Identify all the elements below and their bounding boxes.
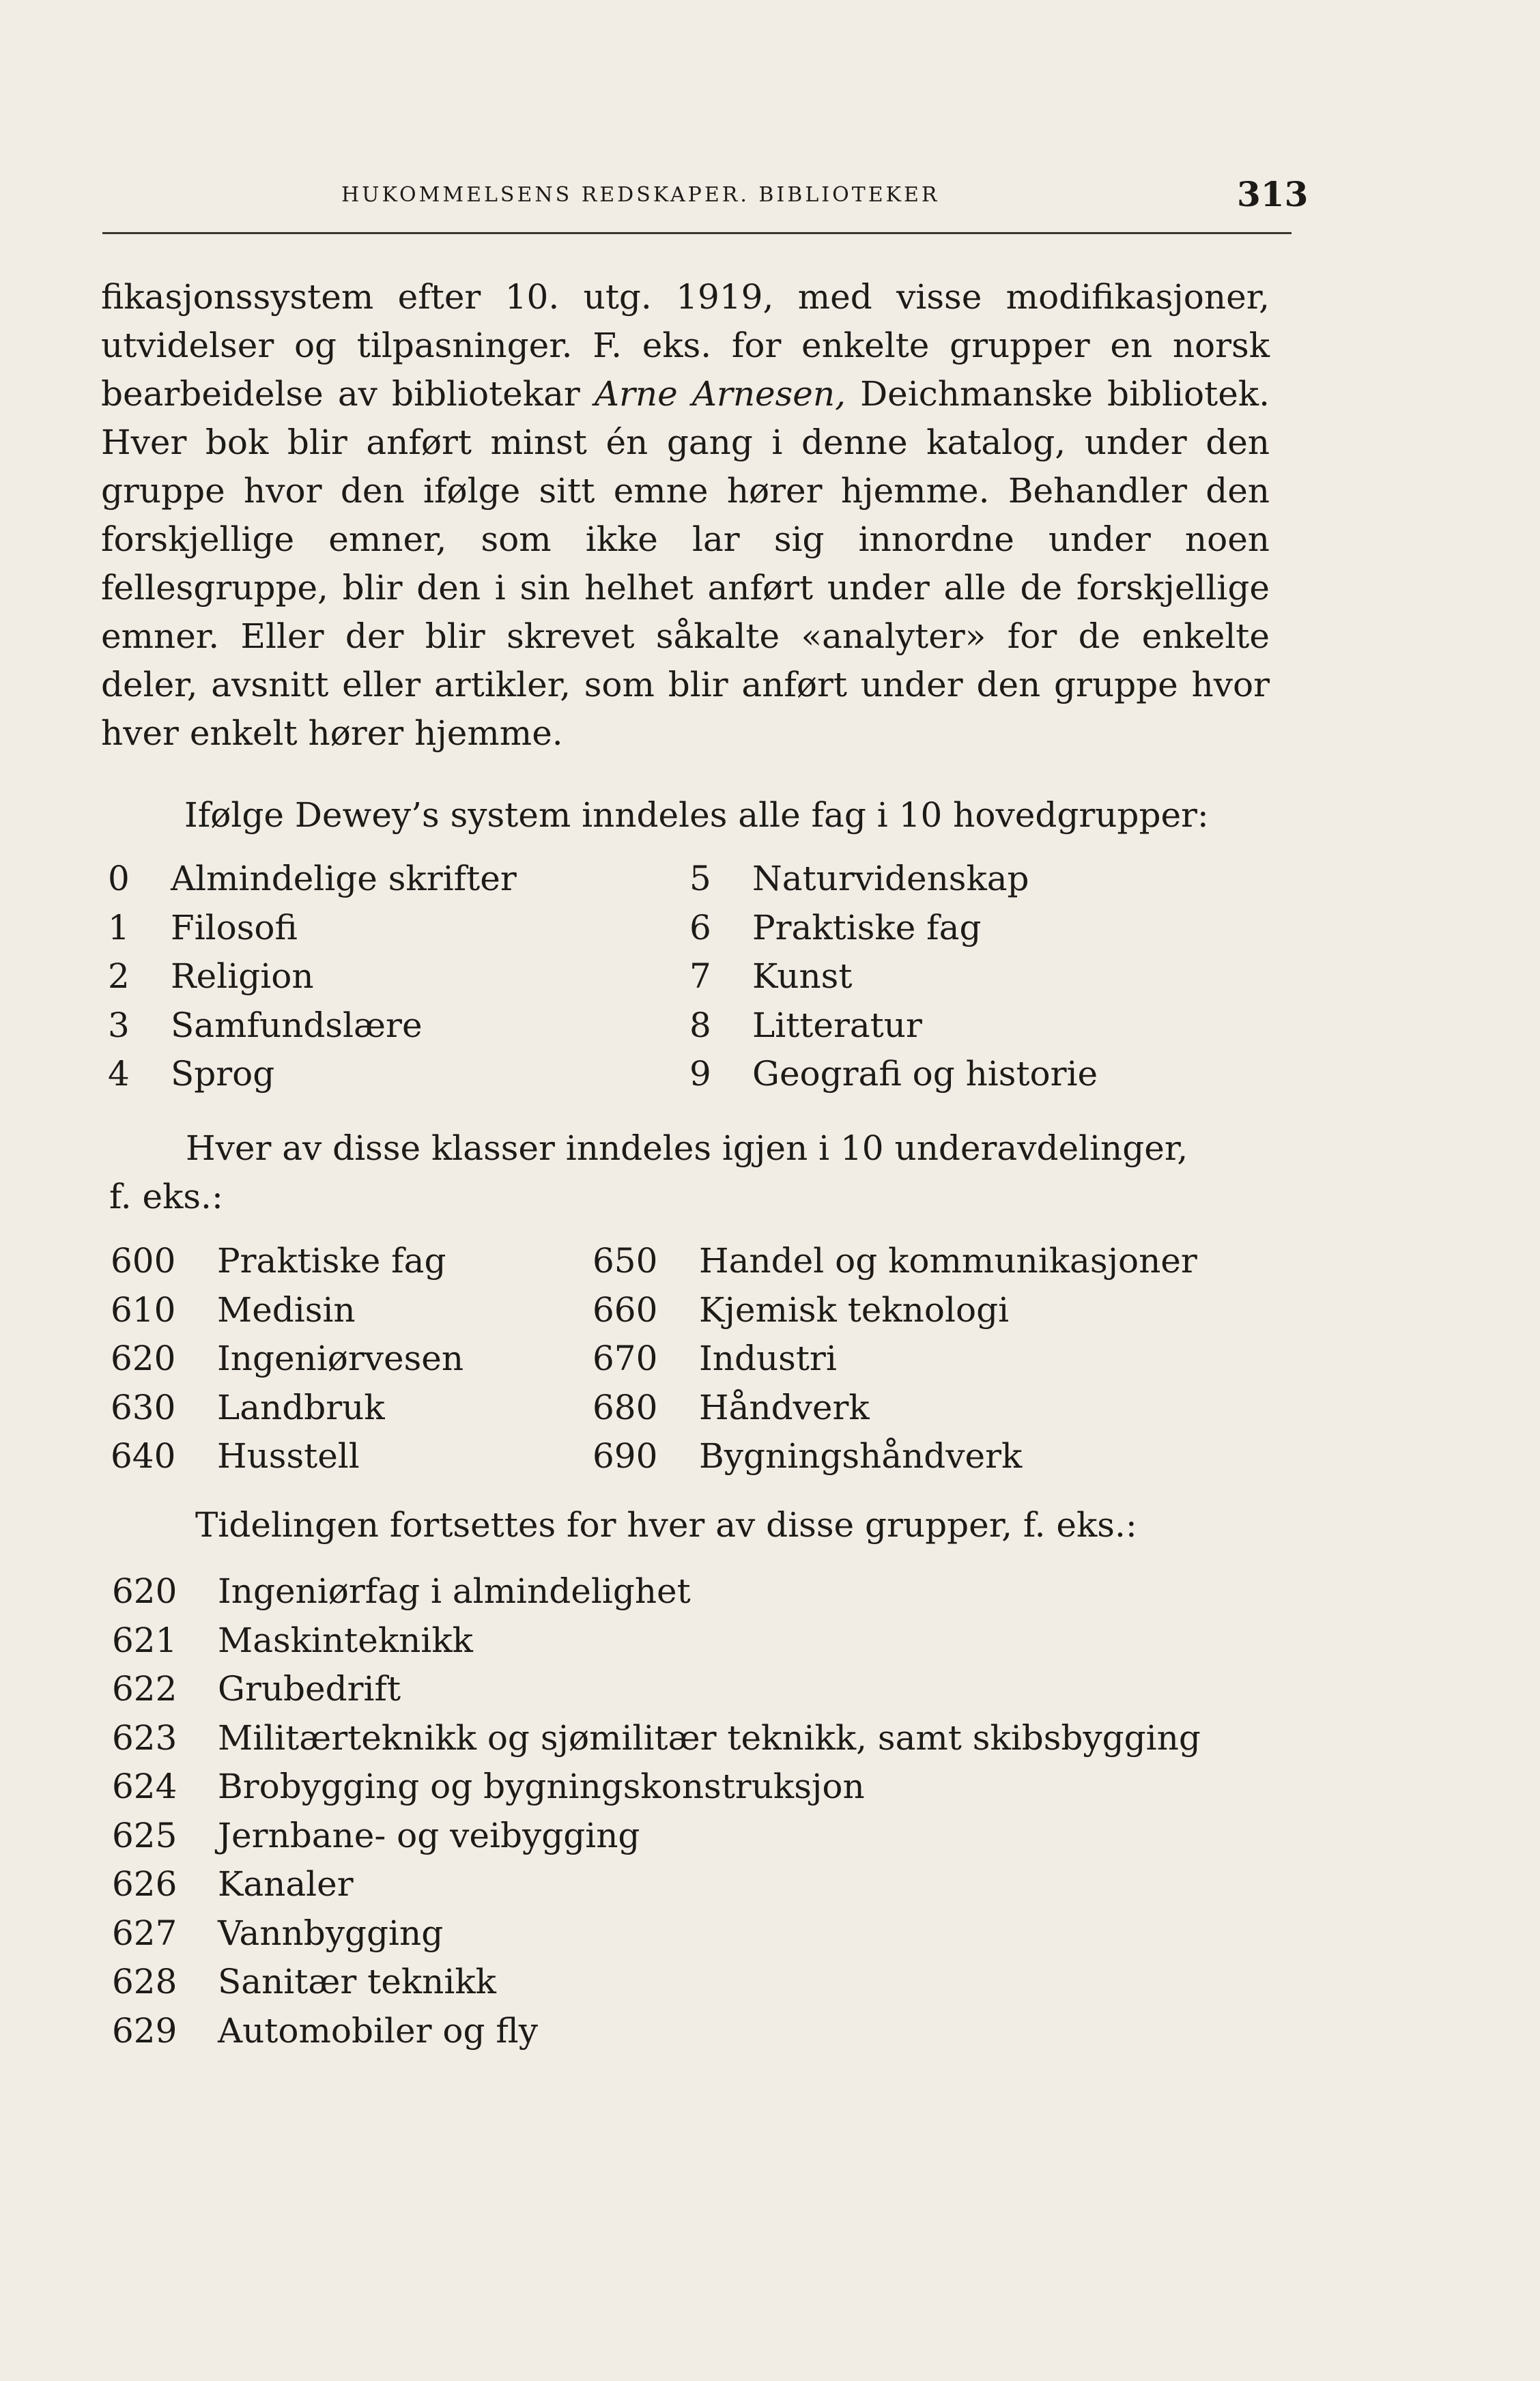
group-code: 600 <box>111 1241 176 1281</box>
group-code: 620 <box>112 1571 177 1611</box>
main-group-row <box>689 1050 1249 1099</box>
dewey-intro: Ifølge Dewey’s system inndeles alle fag i 10 hovedgrupper: <box>184 795 1209 835</box>
sub-group-row <box>111 1335 588 1384</box>
group-label: Brobygging og bygningskonstruksjon <box>218 1767 865 1806</box>
group-code: 0 <box>108 859 130 898</box>
subdivision-intro-line-2: f. eks.: <box>109 1177 223 1216</box>
group-label: Ingeniørfag i almindelighet <box>218 1571 691 1611</box>
detail-list <box>112 1567 1286 2055</box>
group-label: Samfundslære <box>171 1005 423 1045</box>
group-label: Praktiske fag <box>752 907 982 947</box>
group-label: Militærteknikk og sjømilitær teknikk, samt skibsbygging <box>218 1717 1201 1758</box>
group-label: Litteratur <box>752 1005 922 1045</box>
group-label: Sanitær teknikk <box>218 1962 496 2001</box>
group-code: 5 <box>689 859 711 898</box>
group-label: Maskinteknikk <box>218 1620 473 1660</box>
detail-row <box>112 1616 1286 1666</box>
sub-group-row <box>111 1384 588 1433</box>
group-code: 640 <box>111 1436 176 1476</box>
group-code: 660 <box>593 1289 658 1330</box>
group-label: Industri <box>699 1339 837 1378</box>
detail-row <box>112 1763 1286 1812</box>
group-code: 8 <box>689 1005 711 1045</box>
sub-group-row <box>593 1432 1275 1481</box>
sub-group-row <box>593 1335 1275 1384</box>
group-label: Naturvidenskap <box>752 859 1029 898</box>
group-label: Automobiler og fly <box>218 2010 538 2051</box>
running-header: HUKOMMELSENS REDSKAPER. BIBLIOTEKER <box>341 183 940 207</box>
group-code: 2 <box>108 956 130 996</box>
group-label: Geografi og historie <box>752 1054 1098 1094</box>
intro-paragraph <box>101 273 1270 758</box>
detail-row <box>112 1714 1286 1763</box>
group-code: 4 <box>108 1054 130 1094</box>
group-label: Kanaler <box>218 1864 354 1904</box>
group-label: Kjemisk teknologi <box>699 1289 1010 1330</box>
group-code: 690 <box>593 1436 658 1476</box>
group-code: 626 <box>112 1864 177 1904</box>
group-code: 622 <box>112 1669 177 1709</box>
group-code: 6 <box>689 907 711 947</box>
detail-row <box>112 1812 1286 1861</box>
main-group-row <box>689 904 1249 953</box>
author-name: Arne Arnesen, <box>594 374 846 414</box>
detail-row <box>112 2007 1286 2056</box>
group-code: 680 <box>593 1387 658 1427</box>
group-label: Håndverk <box>699 1387 870 1427</box>
main-group-row <box>689 855 1249 904</box>
main-group-row <box>689 1001 1249 1051</box>
group-code: 628 <box>112 1962 177 2001</box>
header-rule <box>102 232 1292 234</box>
group-code: 670 <box>593 1339 658 1378</box>
group-label: Grubedrift <box>218 1669 401 1709</box>
group-label: Filosofi <box>171 907 298 947</box>
intro-text-part-2: Deichmanske bibliotek. Hver bok blir anført minst én gang i denne katalog, under den gruppe hvor den ifølge sitt emne hører hjemme. Behandler den forskjellige emner, som ikke lar sig innordne under noen fellesgruppe, blir den i sin helhet anført under alle de forskjellige emner. Eller der blir skrevet såkalte «analyter» for de enkelte deler, avsnitt eller artikler, som blir anført under den gruppe hvor hver enkelt hører hjemme. <box>101 374 1270 753</box>
group-code: 7 <box>689 956 711 996</box>
group-code: 650 <box>593 1241 658 1281</box>
continuation-intro: Tidelingen fortsettes for hver av disse grupper, f. eks.: <box>195 1505 1137 1545</box>
group-code: 629 <box>112 2010 177 2051</box>
sub-group-row <box>593 1384 1275 1433</box>
group-code: 625 <box>112 1815 177 1855</box>
group-code: 624 <box>112 1767 177 1806</box>
main-group-row <box>689 952 1249 1001</box>
group-label: Religion <box>171 956 314 996</box>
group-code: 627 <box>112 1913 177 1953</box>
group-code: 630 <box>111 1387 176 1427</box>
group-label: Vannbygging <box>218 1913 444 1953</box>
group-label: Ingeniørvesen <box>217 1339 464 1378</box>
detail-row <box>112 1567 1286 1616</box>
sub-groups-right-column <box>593 1237 1275 1481</box>
detail-row <box>112 1909 1286 1958</box>
sub-group-row <box>593 1237 1275 1286</box>
detail-row <box>112 1860 1286 1909</box>
group-label: Sprog <box>171 1054 275 1094</box>
detail-row <box>112 1958 1286 2007</box>
group-label: Praktiske fag <box>217 1241 446 1281</box>
subdivision-intro-line-1: Hver av disse klasser inndeles igjen i 10 underavdelinger, <box>186 1128 1188 1168</box>
group-code: 623 <box>112 1717 177 1758</box>
group-label: Bygningshåndverk <box>699 1436 1023 1476</box>
group-label: Almindelige skrifter <box>171 859 517 898</box>
sub-group-row <box>111 1237 588 1286</box>
group-label: Kunst <box>752 956 853 996</box>
main-group-row <box>108 1001 627 1051</box>
group-label: Medisin <box>217 1289 356 1330</box>
main-group-row <box>108 855 627 904</box>
group-label: Handel og kommunikasjoner <box>699 1241 1197 1281</box>
sub-group-row <box>111 1432 588 1481</box>
group-code: 9 <box>689 1054 711 1094</box>
group-code: 1 <box>108 907 130 947</box>
group-label: Landbruk <box>217 1387 385 1427</box>
main-groups-right-column <box>689 855 1249 1099</box>
group-label: Husstell <box>217 1436 360 1476</box>
detail-row <box>112 1665 1286 1714</box>
page-number: 313 <box>1237 174 1309 214</box>
group-code: 610 <box>111 1289 176 1330</box>
sub-group-row <box>111 1286 588 1335</box>
group-code: 620 <box>111 1339 176 1378</box>
group-code: 3 <box>108 1005 130 1045</box>
main-group-row <box>108 904 627 953</box>
group-code: 621 <box>112 1620 177 1660</box>
sub-groups-left-column <box>111 1237 588 1481</box>
main-group-row <box>108 1050 627 1099</box>
main-group-row <box>108 952 627 1001</box>
sub-group-row <box>593 1286 1275 1335</box>
group-label: Jernbane- og veibygging <box>218 1815 640 1855</box>
intro-text-part-1: fikasjonssystem efter 10. utg. 1919, med visse modifikasjoner, utvidelser og tilpasninger. F. eks. for enkelte grupper en norsk bearbeidelse av bibliotekar <box>101 277 1270 414</box>
main-groups-left-column <box>108 855 627 1099</box>
